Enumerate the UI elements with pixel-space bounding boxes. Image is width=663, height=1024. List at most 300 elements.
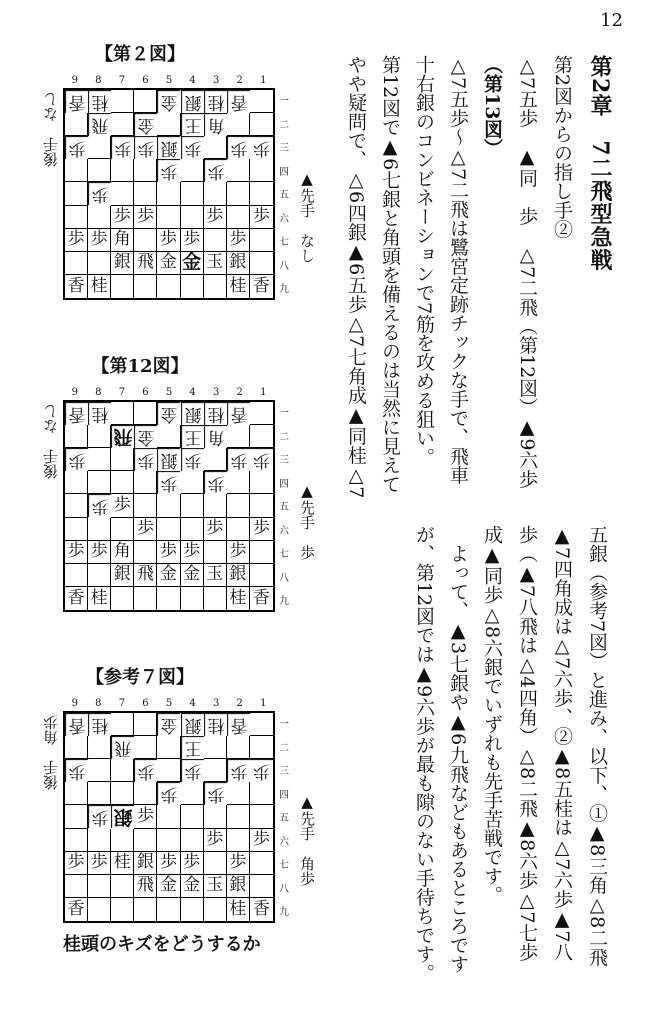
file-number: 5 [165,75,173,86]
board-square: 銀 [181,402,204,425]
board-square: 歩 [65,229,88,252]
board-square [157,275,180,298]
file-number: 2 [236,75,243,86]
board-square: 歩 [88,229,111,252]
board-square: 飛 [88,113,111,136]
board-square [204,805,227,828]
board-square: 歩 [88,805,111,828]
board-square: 飛 [134,875,157,898]
board-square [134,898,157,921]
board-square [157,736,180,759]
rank-number: 四 [279,478,289,490]
file-numbers [63,387,275,398]
board-square [111,829,134,852]
board-square: 歩 [181,229,204,252]
board-square [227,518,250,541]
board-square: 歩 [204,782,227,805]
file-numbers [63,75,275,86]
board-square [250,402,273,425]
board-square: 銀 [227,252,250,275]
board-square [157,805,180,828]
board-square [227,471,250,494]
board-square: 玉 [204,564,227,587]
rank-number: 八 [279,883,289,895]
board-square: 桂 [227,898,250,921]
board-square: 香 [252,275,270,296]
board-square [65,782,88,805]
board-square [88,448,111,471]
board-square: 玉 [204,875,227,898]
board-square [227,159,250,182]
diagram-title: 【参考７図】 [86,667,194,688]
board-square: 歩 [111,494,134,517]
board-square [65,875,88,898]
file-number: 3 [212,698,220,709]
board-square [134,402,157,425]
file-number: 1 [260,698,267,709]
board-square: 桂 [227,587,250,610]
board-square [227,182,250,205]
board-square [157,759,180,782]
board-square: 角 [111,541,134,564]
rank-number: 七 [279,860,289,872]
board-square: 香 [227,713,250,736]
board-square [134,229,157,252]
rank-number: 三 [279,455,289,467]
shogi-board [63,400,275,612]
board-square [65,564,88,587]
board-square: 香 [252,587,270,608]
rank-number: 八 [279,572,289,584]
board-square: 角 [204,425,227,448]
rank-number: 一 [279,719,289,731]
board-square [88,898,111,921]
board-square: 玉 [204,252,227,275]
file-number: 2 [236,698,243,709]
board-square: 飛 [134,564,157,587]
board-square [65,113,88,136]
board-square [227,494,250,517]
board-square: 王 [181,736,204,759]
board-square [250,425,273,448]
board-square: 角 [111,229,134,252]
board-square: 桂 [204,402,227,425]
body-column-left: が、第12図では▲9六歩が最も隙のない手待ちです。 [413,525,435,983]
board-square [181,471,204,494]
board-square: 歩 [134,136,157,159]
body-column-right: △7五歩 ▲同 歩 △7二飛（第12図）▲9六歩 [516,55,538,489]
board-square [88,736,111,759]
board-square [134,471,157,494]
board-square [134,829,157,852]
board-square [227,113,250,136]
board-square: 歩 [227,852,250,875]
board-square: 銀 [157,136,180,159]
rank-number: 五 [279,190,289,202]
board-square: 銀 [227,564,250,587]
board-square: 歩 [181,448,204,471]
board-square: 金 [157,402,180,425]
board-square: 歩 [65,448,88,471]
board-square: 歩 [227,229,250,252]
board-square [65,494,88,517]
file-number: 1 [260,387,267,398]
file-number: 2 [236,387,243,398]
board-square [88,159,111,182]
board-square: 歩 [134,805,157,828]
board-square: 桂 [204,713,227,736]
board-square: 香 [227,90,250,113]
file-number: 4 [189,698,196,709]
board-square [88,518,111,541]
board-square [111,782,134,805]
file-number: 7 [118,75,126,86]
board-square [227,782,250,805]
board-square: 香 [65,713,88,736]
board-square: 歩 [157,541,180,564]
board-square: 香 [65,275,88,298]
board-square: 香 [65,402,88,425]
board-square: 桂 [88,90,111,113]
board-square [134,494,157,517]
board-square: 歩 [88,494,111,517]
board-square: 桂 [88,713,111,736]
file-number: 3 [212,75,220,86]
board-square [134,736,157,759]
board-square: 銀 [181,713,204,736]
file-number: 1 [260,75,267,86]
body-column-right: 第2図からの指し手② [551,55,573,239]
body-column-left: 歩（▲7八飛は△4四角）△8二飛▲8六歩△7七歩 [516,525,538,962]
board-square: 歩 [134,759,157,782]
board-square [65,206,88,229]
shogi-board [63,711,275,923]
board-square [204,898,227,921]
board-square [181,494,204,517]
board-square [227,805,250,828]
board-square [204,541,227,564]
rank-number: 九 [279,284,289,296]
board-square [134,782,157,805]
board-square: 桂 [88,402,111,425]
board-square [157,518,180,541]
board-square [157,898,180,921]
board-square [157,113,180,136]
body-column-right: △7五歩〜△7二飛は鷺宮定跡チックな手で、飛車 [447,55,469,485]
board-square [204,229,227,252]
file-number: 6 [142,387,149,398]
board-square: 金 [181,564,204,587]
board-square [181,206,204,229]
diagram-caption: 桂頭のキズをどうするか [63,934,261,955]
board-square: 銀 [157,448,180,471]
board-square [227,736,250,759]
board-square [250,471,273,494]
shogi-board [63,88,275,300]
rank-numbers [277,88,291,300]
board-square [204,736,227,759]
board-square: 金 [157,90,180,113]
board-square: 角 [204,113,227,136]
board-square: 金 [181,875,204,898]
board-square [250,541,273,564]
board-square [250,736,273,759]
board-square: 歩 [88,852,111,875]
rank-number: 四 [279,789,289,801]
board-square [204,448,227,471]
board-square [65,159,88,182]
board-square [65,471,88,494]
rank-number: 二 [279,742,289,754]
board-square [181,829,204,852]
board-square [134,90,157,113]
file-numbers [63,698,275,709]
file-number: 9 [71,387,78,398]
board-square [111,402,134,425]
file-number: 9 [71,698,78,709]
rank-number: 六 [279,525,289,537]
gote-hand: 後手 なし [42,92,60,167]
board-square: 王 [181,425,204,448]
board-square [250,90,273,113]
diagram-title: 【第２図】 [95,44,185,65]
board-square: 飛 [134,252,157,275]
rank-numbers [277,711,291,923]
board-square [88,829,111,852]
board-square [134,182,157,205]
board-square: 歩 [134,448,157,471]
board-square [134,159,157,182]
board-square: 歩 [204,829,227,852]
board-square [157,425,180,448]
board-square [181,518,204,541]
body-column-left: よって、▲3七銀や▲6九飛などもあるところです [447,525,469,974]
board-square: 桂 [111,852,134,875]
board-square: 香 [65,90,88,113]
board-square: 歩 [157,782,180,805]
rank-number: 九 [279,596,289,608]
board-square [157,587,180,610]
board-square [227,206,250,229]
board-square [181,898,204,921]
board-square [65,425,88,448]
file-number: 7 [118,698,126,709]
diagram-title: 【第12図】 [91,356,189,377]
board-square [157,206,180,229]
file-number: 3 [212,387,220,398]
chapter-heading: 第2章 7二飛型急戦 [587,55,613,272]
board-square [88,206,111,229]
board-square [250,875,273,898]
board-square [111,898,134,921]
board-square [134,541,157,564]
rank-number: 八 [279,260,289,272]
board-square: 歩 [111,136,134,159]
board-square [227,425,250,448]
board-square: 歩 [65,541,88,564]
board-square: 歩 [88,541,111,564]
board-square: 歩 [88,182,111,205]
board-square: 歩 [181,136,204,159]
board-square [250,805,273,828]
body-column-right: 十右銀のコンビネーションで7筋を攻める狙い。 [413,55,435,467]
board-square [134,587,157,610]
rank-number: 五 [279,502,289,514]
board-square [181,182,204,205]
board-square [88,136,111,159]
sente-hand: ▲先手 角歩 [298,793,316,886]
board-square [88,471,111,494]
board-square: 歩 [157,852,180,875]
board-square [157,829,180,852]
board-square: 歩 [250,518,273,541]
board-square [65,736,88,759]
board-square: 歩 [181,759,204,782]
rank-numbers [277,400,291,612]
board-square: 歩 [250,759,273,782]
board-square: 歩 [181,541,204,564]
board-square: 金 [181,252,204,275]
board-square [157,182,180,205]
board-square: 香 [65,898,88,921]
board-square: 金 [157,713,180,736]
board-square [181,587,204,610]
board-square [111,182,134,205]
board-square: 歩 [227,759,250,782]
gote-hand: 後手 角歩 [42,715,60,790]
board-square [88,759,111,782]
rank-number: 二 [279,431,289,443]
rank-number: 五 [279,813,289,825]
file-number: 7 [118,387,126,398]
board-square: 銀 [134,852,157,875]
board-square [204,759,227,782]
sente-hand: ▲先手 歩 [298,482,316,560]
board-square: 桂 [204,90,227,113]
rank-number: 六 [279,213,289,225]
board-square: 金 [134,425,157,448]
board-square [111,471,134,494]
board-square [250,113,273,136]
board-square: 桂 [88,275,111,298]
file-number: 5 [165,698,173,709]
board-square: 飛 [111,736,134,759]
board-square [181,805,204,828]
board-square [250,782,273,805]
board-square: 歩 [204,518,227,541]
board-square [65,252,88,275]
board-square [65,182,88,205]
board-square: 歩 [65,136,88,159]
board-square [88,875,111,898]
board-square: 歩 [227,541,250,564]
board-square [250,564,273,587]
file-number: 4 [189,75,196,86]
rank-number: 七 [279,237,289,249]
body-column-right: 第12図で▲6七銀と角頭を備えるのは当然に見えて [379,55,401,494]
board-square: 歩 [157,471,180,494]
board-square [111,875,134,898]
sente-hand: ▲先手 なし [298,170,316,263]
board-square: 銀 [111,252,134,275]
board-square [134,275,157,298]
board-square: 銀 [111,564,134,587]
rank-number: 九 [279,907,289,919]
board-square [111,275,134,298]
board-square: 銀 [111,805,134,828]
board-square [250,852,273,875]
rank-number: 一 [279,408,289,420]
board-square [65,518,88,541]
board-square: 王 [181,113,204,136]
board-square [111,518,134,541]
board-square: 歩 [227,136,250,159]
board-square: 桂 [88,587,111,610]
board-square [134,713,157,736]
board-square: 歩 [134,518,157,541]
board-square: 歩 [65,759,88,782]
board-square: 歩 [250,829,273,852]
board-square [88,425,111,448]
file-number: 6 [142,698,149,709]
body-column-right: やや疑問で、△6四銀▲6五歩△7七角成▲同桂△7 [345,55,367,499]
rank-number: 四 [279,166,289,178]
board-square: 歩 [204,159,227,182]
board-square [111,713,134,736]
board-square: 歩 [250,448,273,471]
board-square [204,182,227,205]
body-column-left: 五銀（参考7図）と進み、以下、①▲8三角△8二飛 [586,525,608,967]
board-square [250,159,273,182]
rank-number: 六 [279,836,289,848]
board-square [88,564,111,587]
body-column-left: ▲7四角成は△7六歩、②▲8五桂は△7六歩▲7八 [551,525,573,962]
board-square [181,275,204,298]
board-square [88,252,111,275]
board-square [250,252,273,275]
board-square [111,759,134,782]
board-square [88,782,111,805]
file-number: 9 [71,75,78,86]
board-square: 銀 [181,90,204,113]
rank-number: 一 [279,96,289,108]
board-square [204,494,227,517]
body-column-right: （第13図） [481,55,503,158]
board-square [65,829,88,852]
body-column-left: 成▲同歩△8六銀でいずれも先手苦戦です。 [481,525,503,905]
board-square: 歩 [157,159,180,182]
board-square: 歩 [250,136,273,159]
board-square [111,587,134,610]
file-number: 5 [165,387,173,398]
rank-number: 三 [279,143,289,155]
board-square [111,113,134,136]
board-square: 歩 [134,206,157,229]
board-square [250,182,273,205]
board-square: 歩 [204,471,227,494]
board-square: 歩 [204,206,227,229]
rank-number: 二 [279,119,289,131]
board-square [111,90,134,113]
board-square [227,829,250,852]
board-square [250,229,273,252]
board-square: 歩 [227,448,250,471]
board-square: 金 [157,252,180,275]
gote-hand: 後手 なし [42,404,60,479]
board-square [204,275,227,298]
board-square [250,494,273,517]
board-square [204,852,227,875]
